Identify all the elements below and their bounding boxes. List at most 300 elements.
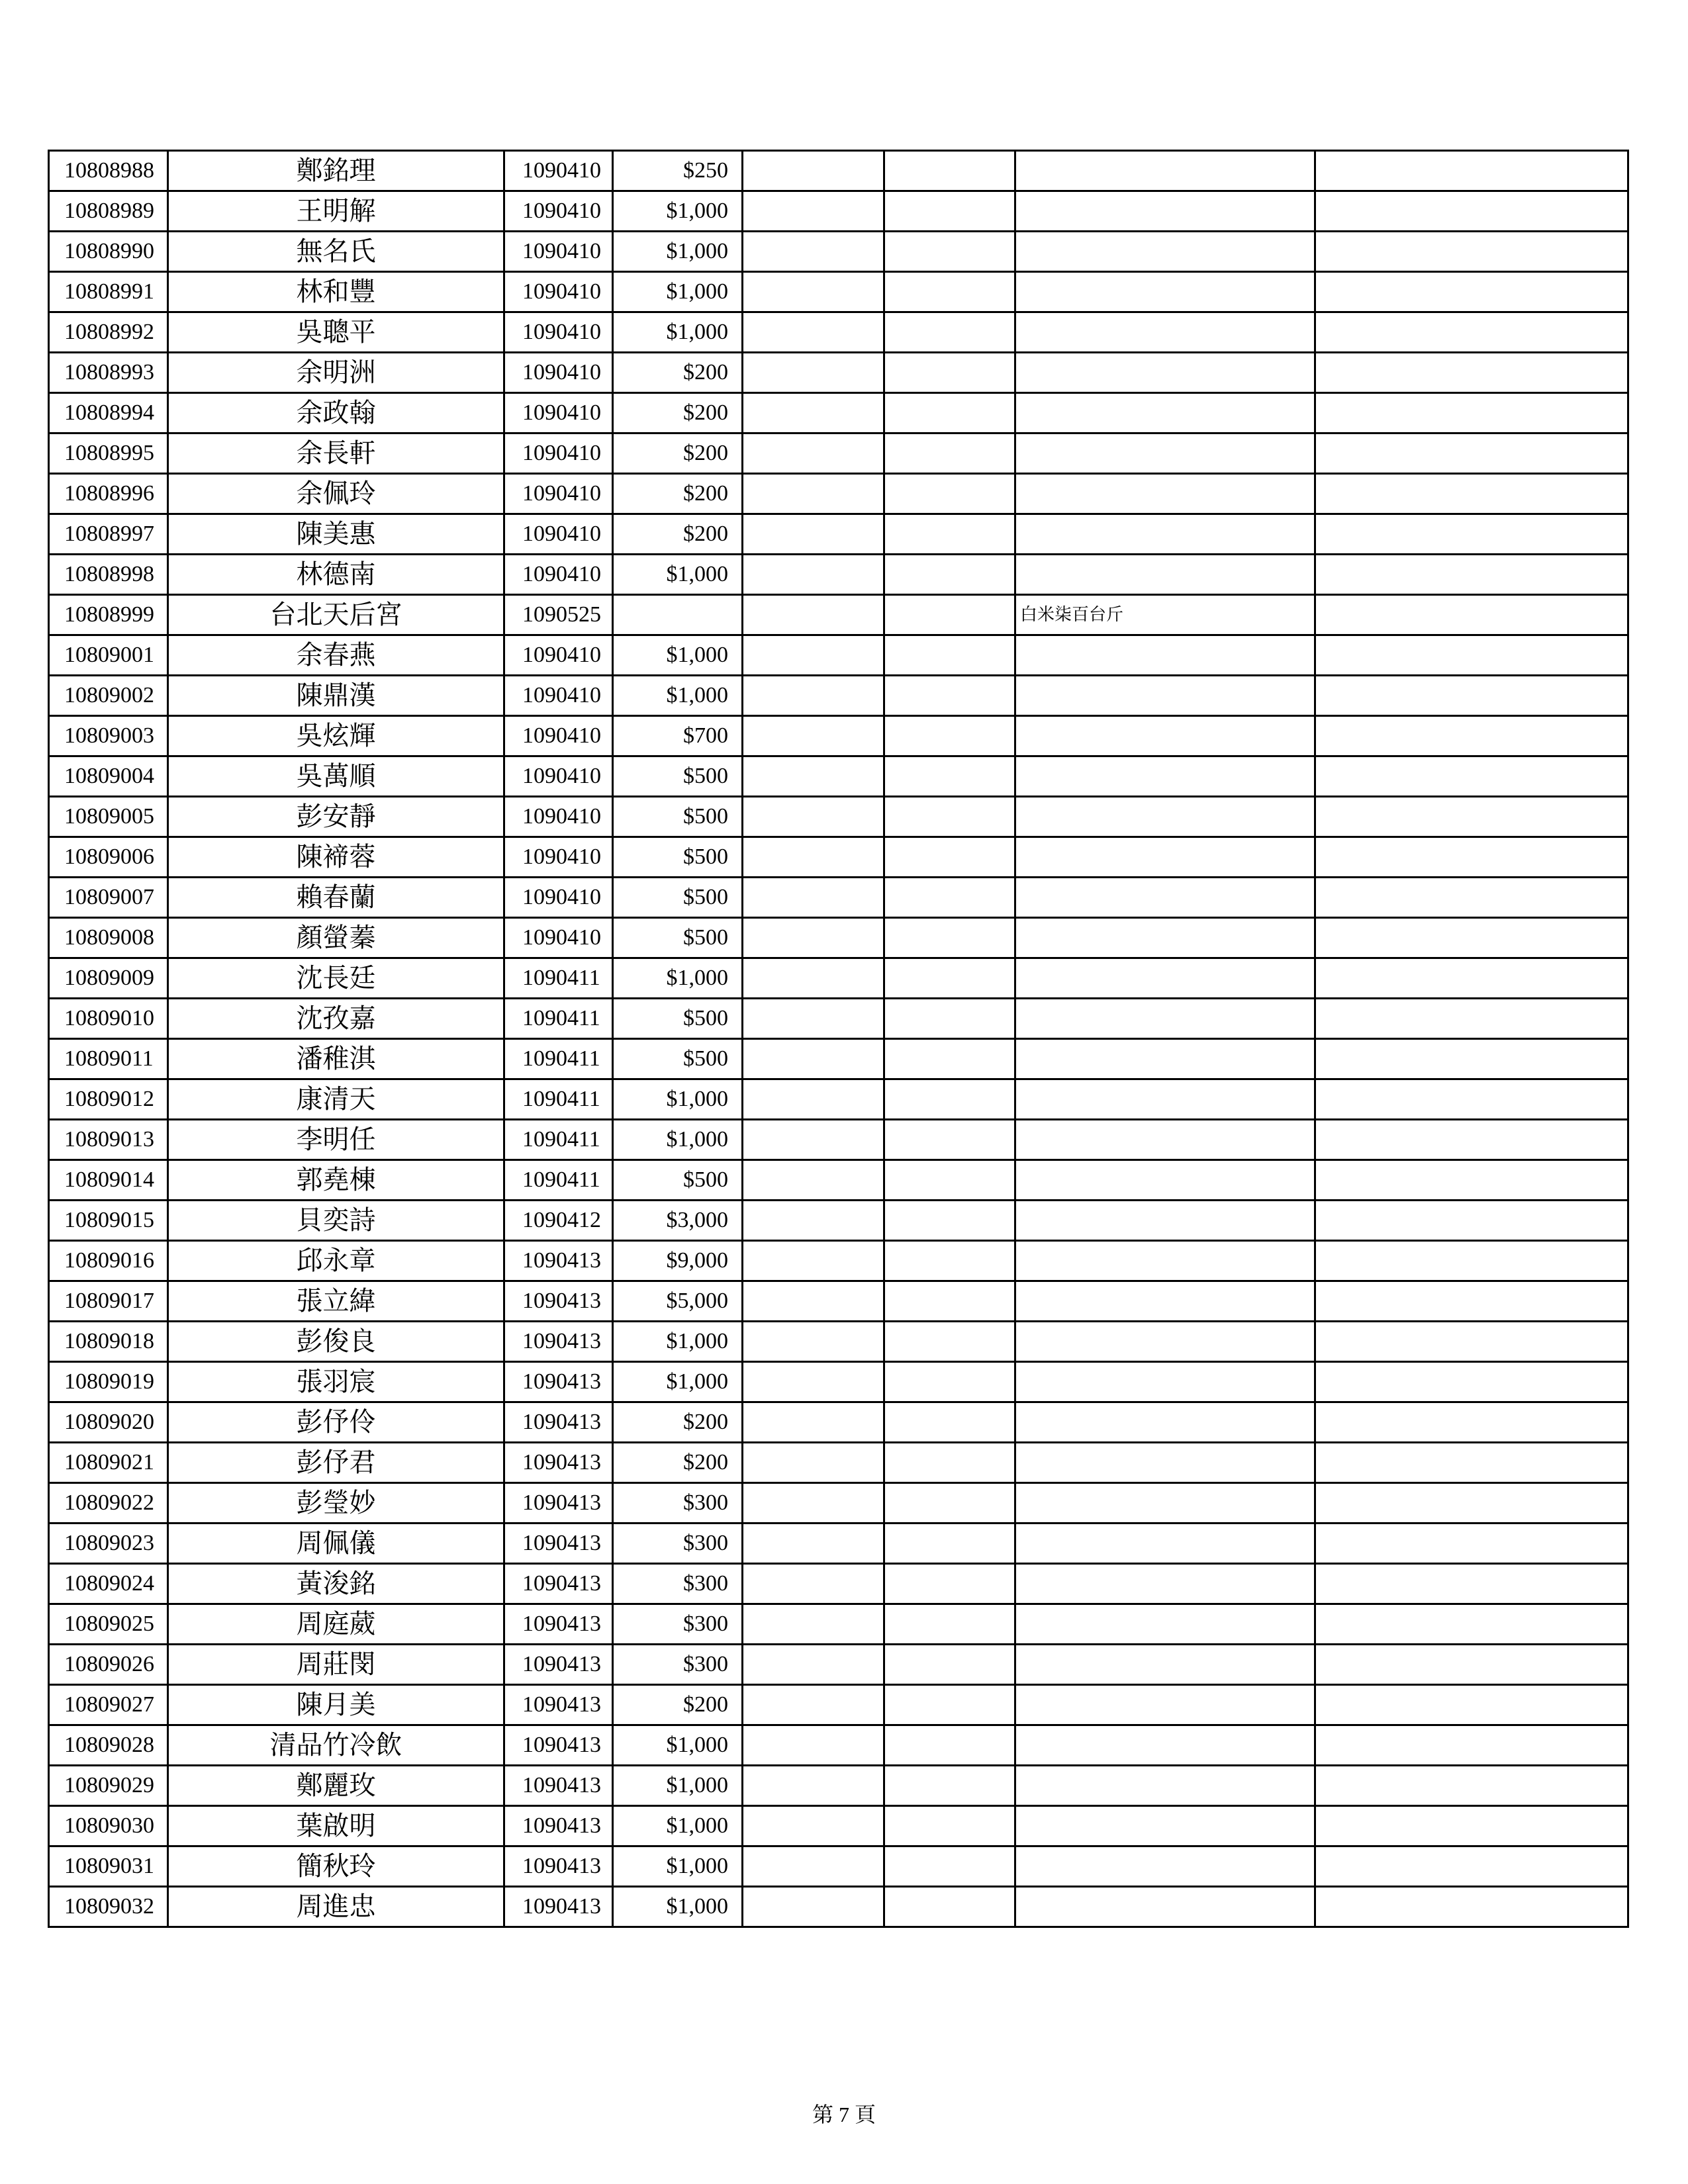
blank-cell: [743, 393, 884, 433]
donor-name-cell: 余政翰: [168, 393, 504, 433]
amount-cell: $200: [613, 353, 743, 393]
blank-cell: [743, 474, 884, 514]
donor-name-cell: 余明洲: [168, 353, 504, 393]
receipt-number-cell: 10808995: [49, 433, 168, 474]
table-row: [49, 1120, 1628, 1160]
blank-cell: [884, 232, 1015, 272]
blank-cell: [743, 878, 884, 918]
table-row: [49, 999, 1628, 1039]
date-cell: 1090410: [504, 676, 613, 716]
date-cell: 1090410: [504, 878, 613, 918]
blank-cell: [884, 756, 1015, 797]
receipt-number-cell: 10809007: [49, 878, 168, 918]
blank-cell: [743, 918, 884, 958]
ledger-body: [49, 151, 1628, 1927]
blank-cell: [1315, 1846, 1628, 1887]
date-cell: 1090410: [504, 312, 613, 353]
blank-cell: [1315, 797, 1628, 837]
date-cell: 1090413: [504, 1846, 613, 1887]
donor-name-cell: 台北天后宮: [168, 595, 504, 635]
blank-cell: [743, 756, 884, 797]
blank-cell: [743, 999, 884, 1039]
donor-name-cell: 王明解: [168, 191, 504, 232]
table-row: [49, 797, 1628, 837]
date-cell: 1090413: [504, 1887, 613, 1927]
blank-cell: [1315, 1685, 1628, 1725]
donor-name-cell: 彭安靜: [168, 797, 504, 837]
amount-cell: $500: [613, 918, 743, 958]
receipt-number-cell: 10809018: [49, 1322, 168, 1362]
blank-cell: [1315, 1564, 1628, 1604]
note-cell: [1015, 756, 1315, 797]
blank-cell: [884, 1402, 1015, 1443]
table-row: [49, 878, 1628, 918]
blank-cell: [884, 393, 1015, 433]
date-cell: 1090413: [504, 1725, 613, 1766]
receipt-number-cell: 10809030: [49, 1806, 168, 1846]
amount-cell: $500: [613, 878, 743, 918]
blank-cell: [743, 555, 884, 595]
note-cell: [1015, 1039, 1315, 1079]
note-cell: [1015, 1524, 1315, 1564]
receipt-number-cell: 10809014: [49, 1160, 168, 1201]
donation-ledger-table: [48, 150, 1629, 1928]
date-cell: 1090410: [504, 433, 613, 474]
date-cell: 1090413: [504, 1241, 613, 1281]
donor-name-cell: 沈長廷: [168, 958, 504, 999]
receipt-number-cell: 10809008: [49, 918, 168, 958]
amount-cell: $1,000: [613, 191, 743, 232]
donor-name-cell: 李明任: [168, 1120, 504, 1160]
blank-cell: [884, 878, 1015, 918]
receipt-number-cell: 10809009: [49, 958, 168, 999]
amount-cell: $500: [613, 1160, 743, 1201]
blank-cell: [743, 1039, 884, 1079]
donor-name-cell: 林和豐: [168, 272, 504, 312]
blank-cell: [1315, 1079, 1628, 1120]
amount-cell: [613, 595, 743, 635]
blank-cell: [1315, 1281, 1628, 1322]
donor-name-cell: 葉啟明: [168, 1806, 504, 1846]
blank-cell: [1315, 595, 1628, 635]
blank-cell: [1315, 1402, 1628, 1443]
date-cell: 1090413: [504, 1281, 613, 1322]
donor-name-cell: 郭堯棟: [168, 1160, 504, 1201]
blank-cell: [884, 191, 1015, 232]
blank-cell: [743, 232, 884, 272]
blank-cell: [743, 797, 884, 837]
donor-name-cell: 黃浚銘: [168, 1564, 504, 1604]
blank-cell: [743, 1241, 884, 1281]
blank-cell: [1315, 1483, 1628, 1524]
note-cell: [1015, 1120, 1315, 1160]
blank-cell: [884, 1483, 1015, 1524]
table-row: [49, 1887, 1628, 1927]
note-cell: [1015, 676, 1315, 716]
table-row: [49, 474, 1628, 514]
blank-cell: [884, 1443, 1015, 1483]
note-cell: [1015, 1645, 1315, 1685]
note-cell: [1015, 1887, 1315, 1927]
date-cell: 1090410: [504, 272, 613, 312]
donor-name-cell: 賴春蘭: [168, 878, 504, 918]
note-cell: [1015, 1160, 1315, 1201]
blank-cell: [884, 151, 1015, 191]
amount-cell: $300: [613, 1645, 743, 1685]
note-cell: [1015, 878, 1315, 918]
date-cell: 1090410: [504, 151, 613, 191]
blank-cell: [884, 595, 1015, 635]
blank-cell: [1315, 1322, 1628, 1362]
table-row: [49, 1362, 1628, 1402]
blank-cell: [743, 1079, 884, 1120]
blank-cell: [743, 1766, 884, 1806]
date-cell: 1090413: [504, 1806, 613, 1846]
blank-cell: [743, 353, 884, 393]
blank-cell: [743, 837, 884, 878]
donor-name-cell: 沈孜嘉: [168, 999, 504, 1039]
date-cell: 1090413: [504, 1402, 613, 1443]
receipt-number-cell: 10809002: [49, 676, 168, 716]
blank-cell: [884, 1725, 1015, 1766]
table-row: [49, 635, 1628, 676]
receipt-number-cell: 10808994: [49, 393, 168, 433]
blank-cell: [1315, 958, 1628, 999]
date-cell: 1090410: [504, 514, 613, 555]
date-cell: 1090413: [504, 1645, 613, 1685]
donor-name-cell: 簡秋玲: [168, 1846, 504, 1887]
blank-cell: [884, 555, 1015, 595]
donor-name-cell: 余春燕: [168, 635, 504, 676]
table-row: [49, 1402, 1628, 1443]
receipt-number-cell: 10809011: [49, 1039, 168, 1079]
amount-cell: $500: [613, 756, 743, 797]
donor-name-cell: 張羽宸: [168, 1362, 504, 1402]
blank-cell: [1315, 918, 1628, 958]
amount-cell: $1,000: [613, 635, 743, 676]
receipt-number-cell: 10809021: [49, 1443, 168, 1483]
blank-cell: [743, 312, 884, 353]
date-cell: 1090410: [504, 191, 613, 232]
blank-cell: [743, 151, 884, 191]
date-cell: 1090413: [504, 1443, 613, 1483]
note-cell: [1015, 918, 1315, 958]
note-cell: [1015, 312, 1315, 353]
blank-cell: [743, 676, 884, 716]
note-cell: [1015, 1402, 1315, 1443]
blank-cell: [1315, 1039, 1628, 1079]
receipt-number-cell: 10809013: [49, 1120, 168, 1160]
date-cell: 1090412: [504, 1201, 613, 1241]
amount-cell: $200: [613, 514, 743, 555]
table-row: [49, 1524, 1628, 1564]
amount-cell: $700: [613, 716, 743, 756]
receipt-number-cell: 10808988: [49, 151, 168, 191]
table-row: [49, 756, 1628, 797]
amount-cell: $1,000: [613, 958, 743, 999]
donor-name-cell: 張立緯: [168, 1281, 504, 1322]
blank-cell: [884, 1039, 1015, 1079]
amount-cell: $200: [613, 474, 743, 514]
date-cell: 1090410: [504, 756, 613, 797]
date-cell: 1090411: [504, 958, 613, 999]
blank-cell: [1315, 555, 1628, 595]
amount-cell: $5,000: [613, 1281, 743, 1322]
blank-cell: [743, 716, 884, 756]
blank-cell: [743, 433, 884, 474]
receipt-number-cell: 10809029: [49, 1766, 168, 1806]
blank-cell: [743, 1846, 884, 1887]
table-row: [49, 1322, 1628, 1362]
table-row: [49, 1201, 1628, 1241]
blank-cell: [743, 1201, 884, 1241]
amount-cell: $500: [613, 837, 743, 878]
receipt-number-cell: 10809024: [49, 1564, 168, 1604]
table-row: [49, 1160, 1628, 1201]
note-cell: [1015, 474, 1315, 514]
receipt-number-cell: 10809026: [49, 1645, 168, 1685]
table-row: [49, 1241, 1628, 1281]
table-row: [49, 151, 1628, 191]
table-row: [49, 555, 1628, 595]
blank-cell: [743, 1524, 884, 1564]
blank-cell: [884, 1120, 1015, 1160]
blank-cell: [884, 1887, 1015, 1927]
table-row: [49, 353, 1628, 393]
blank-cell: [884, 1322, 1015, 1362]
donor-name-cell: 彭俊良: [168, 1322, 504, 1362]
amount-cell: $9,000: [613, 1241, 743, 1281]
table-row: [49, 676, 1628, 716]
blank-cell: [884, 1281, 1015, 1322]
table-row: [49, 595, 1628, 635]
blank-cell: [743, 1645, 884, 1685]
receipt-number-cell: 10809003: [49, 716, 168, 756]
blank-cell: [743, 1322, 884, 1362]
blank-cell: [743, 1483, 884, 1524]
blank-cell: [884, 272, 1015, 312]
blank-cell: [884, 1079, 1015, 1120]
blank-cell: [1315, 232, 1628, 272]
amount-cell: $1,000: [613, 1766, 743, 1806]
blank-cell: [1315, 272, 1628, 312]
blank-cell: [884, 1201, 1015, 1241]
table-row: [49, 1604, 1628, 1645]
donor-name-cell: 清品竹冷飲: [168, 1725, 504, 1766]
receipt-number-cell: 10809023: [49, 1524, 168, 1564]
note-cell: [1015, 272, 1315, 312]
blank-cell: [743, 1685, 884, 1725]
blank-cell: [1315, 1806, 1628, 1846]
blank-cell: [743, 595, 884, 635]
amount-cell: $1,000: [613, 1725, 743, 1766]
blank-cell: [1315, 1241, 1628, 1281]
note-cell: [1015, 1685, 1315, 1725]
note-cell: [1015, 433, 1315, 474]
receipt-number-cell: 10809005: [49, 797, 168, 837]
blank-cell: [743, 1402, 884, 1443]
blank-cell: [1315, 353, 1628, 393]
receipt-number-cell: 10809017: [49, 1281, 168, 1322]
blank-cell: [1315, 1887, 1628, 1927]
amount-cell: $1,000: [613, 312, 743, 353]
table-row: [49, 232, 1628, 272]
note-cell: [1015, 1806, 1315, 1846]
receipt-number-cell: 10808996: [49, 474, 168, 514]
amount-cell: $1,000: [613, 1846, 743, 1887]
table-row: [49, 433, 1628, 474]
amount-cell: $500: [613, 797, 743, 837]
donor-name-cell: 彭伃伶: [168, 1402, 504, 1443]
receipt-number-cell: 10808991: [49, 272, 168, 312]
table-row: [49, 393, 1628, 433]
donor-name-cell: 吳萬順: [168, 756, 504, 797]
blank-cell: [743, 958, 884, 999]
blank-cell: [1315, 151, 1628, 191]
blank-cell: [884, 1362, 1015, 1402]
blank-cell: [1315, 1725, 1628, 1766]
date-cell: 1090413: [504, 1483, 613, 1524]
date-cell: 1090413: [504, 1766, 613, 1806]
amount-cell: $1,000: [613, 1079, 743, 1120]
blank-cell: [743, 1443, 884, 1483]
donor-name-cell: 陳美惠: [168, 514, 504, 555]
donor-name-cell: 鄭銘理: [168, 151, 504, 191]
blank-cell: [1315, 1766, 1628, 1806]
blank-cell: [743, 635, 884, 676]
receipt-number-cell: 10809012: [49, 1079, 168, 1120]
amount-cell: $200: [613, 393, 743, 433]
blank-cell: [884, 312, 1015, 353]
date-cell: 1090411: [504, 1039, 613, 1079]
date-cell: 1090411: [504, 999, 613, 1039]
note-cell: [1015, 797, 1315, 837]
amount-cell: $3,000: [613, 1201, 743, 1241]
receipt-number-cell: 10809004: [49, 756, 168, 797]
note-cell: [1015, 1846, 1315, 1887]
blank-cell: [1315, 716, 1628, 756]
amount-cell: $1,000: [613, 272, 743, 312]
receipt-number-cell: 10808990: [49, 232, 168, 272]
note-cell: [1015, 1725, 1315, 1766]
blank-cell: [743, 1160, 884, 1201]
blank-cell: [884, 918, 1015, 958]
date-cell: 1090410: [504, 635, 613, 676]
receipt-number-cell: 10808992: [49, 312, 168, 353]
blank-cell: [884, 716, 1015, 756]
date-cell: 1090410: [504, 555, 613, 595]
blank-cell: [1315, 837, 1628, 878]
donor-name-cell: 鄭麗玫: [168, 1766, 504, 1806]
table-row: [49, 272, 1628, 312]
blank-cell: [884, 1806, 1015, 1846]
table-row: [49, 514, 1628, 555]
receipt-number-cell: 10808989: [49, 191, 168, 232]
amount-cell: $500: [613, 999, 743, 1039]
table-row: [49, 918, 1628, 958]
blank-cell: [1315, 1160, 1628, 1201]
note-cell: [1015, 353, 1315, 393]
amount-cell: $200: [613, 1685, 743, 1725]
note-cell: [1015, 1604, 1315, 1645]
date-cell: 1090411: [504, 1079, 613, 1120]
blank-cell: [1315, 1120, 1628, 1160]
receipt-number-cell: 10808999: [49, 595, 168, 635]
donor-name-cell: 周進忠: [168, 1887, 504, 1927]
note-cell: [1015, 1564, 1315, 1604]
date-cell: 1090410: [504, 474, 613, 514]
date-cell: 1090410: [504, 353, 613, 393]
amount-cell: $200: [613, 433, 743, 474]
blank-cell: [1315, 393, 1628, 433]
donor-name-cell: 彭瑩妙: [168, 1483, 504, 1524]
page-number: 第 7 頁: [812, 2103, 876, 2126]
blank-cell: [1315, 433, 1628, 474]
blank-cell: [1315, 514, 1628, 555]
blank-cell: [743, 1604, 884, 1645]
receipt-number-cell: 10809010: [49, 999, 168, 1039]
blank-cell: [1315, 756, 1628, 797]
date-cell: 1090411: [504, 1160, 613, 1201]
donor-name-cell: 吳聰平: [168, 312, 504, 353]
date-cell: 1090410: [504, 918, 613, 958]
blank-cell: [743, 1281, 884, 1322]
receipt-number-cell: 10808998: [49, 555, 168, 595]
note-cell: [1015, 1362, 1315, 1402]
donor-name-cell: 陳鼎漢: [168, 676, 504, 716]
amount-cell: $1,000: [613, 555, 743, 595]
blank-cell: [743, 514, 884, 555]
table-row: [49, 1645, 1628, 1685]
amount-cell: $200: [613, 1402, 743, 1443]
blank-cell: [743, 1564, 884, 1604]
blank-cell: [1315, 999, 1628, 1039]
blank-cell: [1315, 676, 1628, 716]
blank-cell: [884, 1604, 1015, 1645]
note-cell: [1015, 232, 1315, 272]
date-cell: 1090525: [504, 595, 613, 635]
note-cell: [1015, 716, 1315, 756]
blank-cell: [884, 837, 1015, 878]
donor-name-cell: 周庭葳: [168, 1604, 504, 1645]
date-cell: 1090413: [504, 1322, 613, 1362]
donor-name-cell: 陳月美: [168, 1685, 504, 1725]
receipt-number-cell: 10809006: [49, 837, 168, 878]
blank-cell: [1315, 1362, 1628, 1402]
blank-cell: [884, 999, 1015, 1039]
table-row: [49, 1685, 1628, 1725]
note-cell: [1015, 555, 1315, 595]
blank-cell: [884, 958, 1015, 999]
blank-cell: [884, 635, 1015, 676]
amount-cell: $500: [613, 1039, 743, 1079]
donor-name-cell: 邱永章: [168, 1241, 504, 1281]
blank-cell: [884, 1524, 1015, 1564]
note-cell: [1015, 1766, 1315, 1806]
table-row: [49, 191, 1628, 232]
blank-cell: [884, 353, 1015, 393]
table-row: [49, 1483, 1628, 1524]
blank-cell: [743, 1362, 884, 1402]
blank-cell: [884, 474, 1015, 514]
blank-cell: [1315, 635, 1628, 676]
receipt-number-cell: 10809015: [49, 1201, 168, 1241]
date-cell: 1090413: [504, 1524, 613, 1564]
table-row: [49, 1039, 1628, 1079]
donor-name-cell: 無名氏: [168, 232, 504, 272]
blank-cell: [884, 1160, 1015, 1201]
amount-cell: $300: [613, 1564, 743, 1604]
